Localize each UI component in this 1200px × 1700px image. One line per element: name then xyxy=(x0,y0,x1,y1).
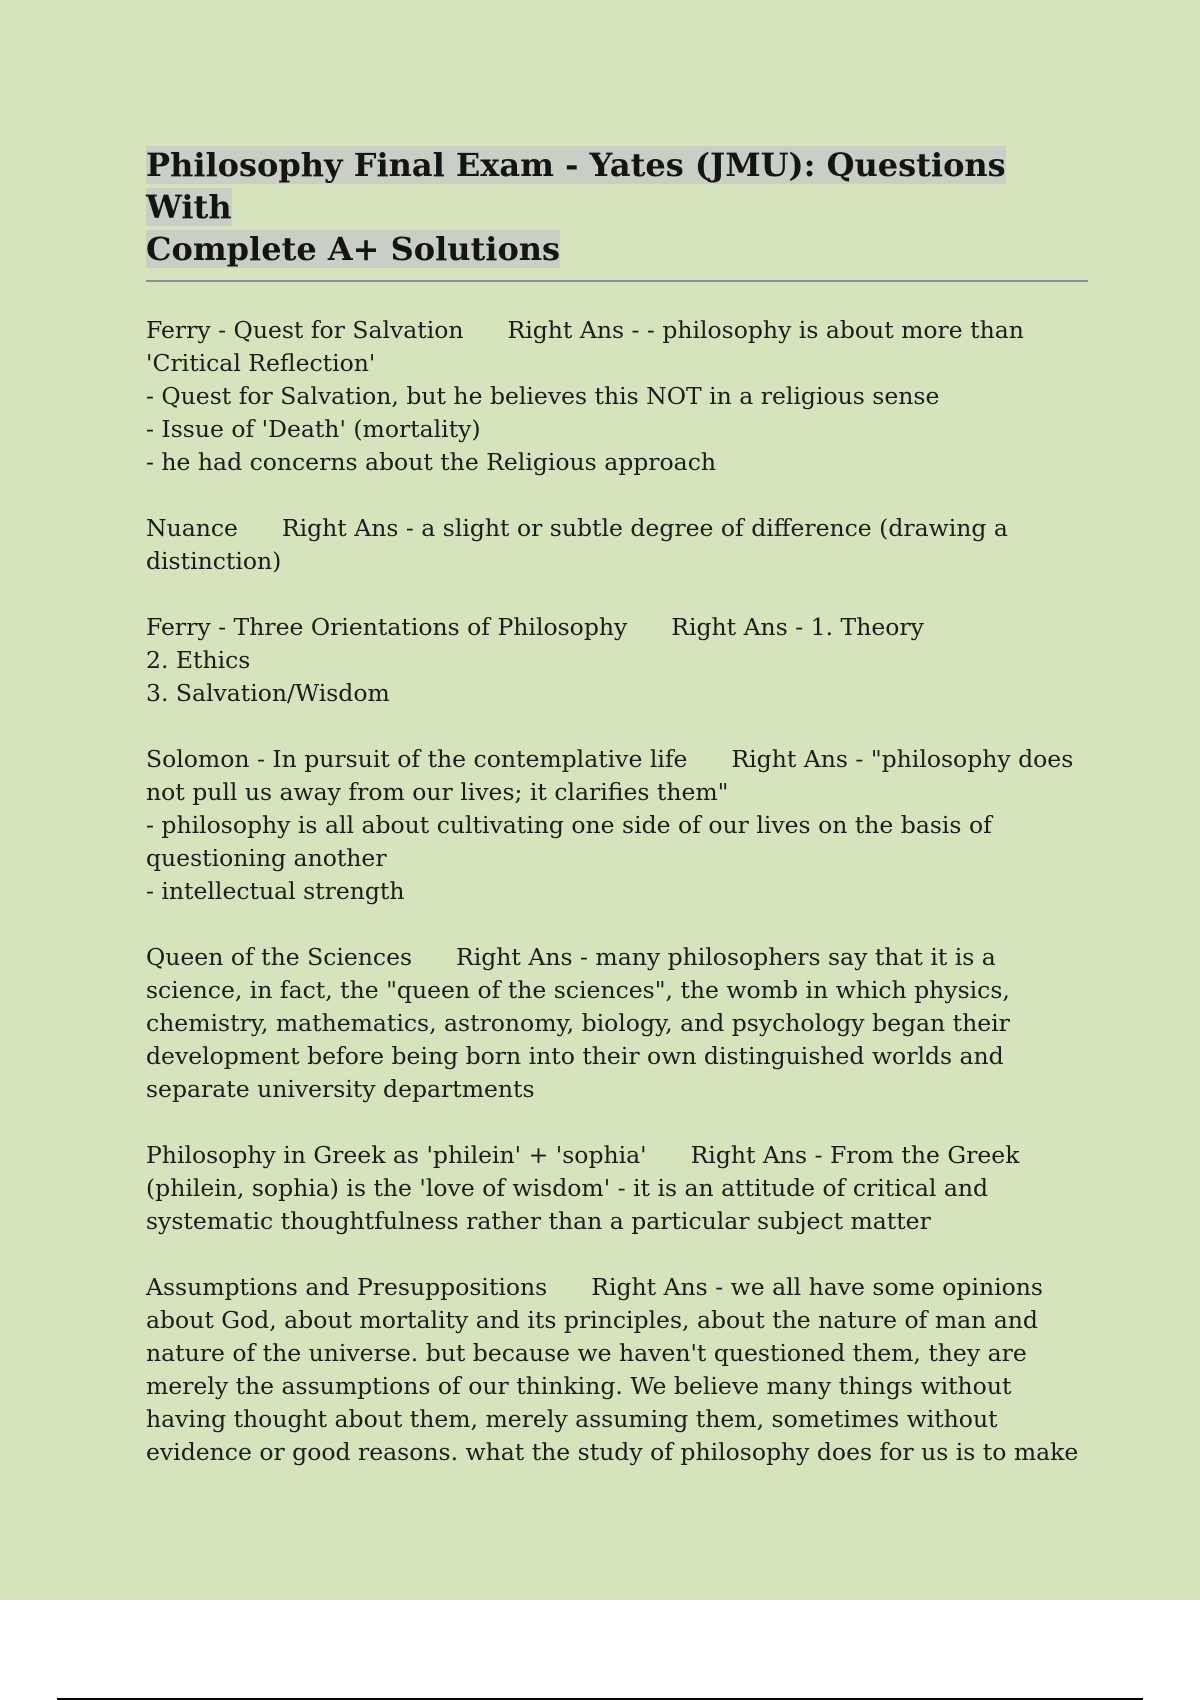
qa-answer-line: questioning another xyxy=(146,844,387,872)
qa-answer-line: 'Critical Reflection' xyxy=(146,349,376,377)
qa-answer-line: about God, about mortality and its principles, about the nature of man and xyxy=(146,1306,1038,1334)
qa-first-line xyxy=(146,743,1088,776)
qa-term: Ferry - Quest for Salvation xyxy=(146,316,464,344)
qa-answer-line: having thought about them, merely assuming them, sometimes without xyxy=(146,1405,998,1433)
qa-term: Philosophy in Greek as 'philein' + 'sophia' xyxy=(146,1141,647,1169)
qa-answer-start: - "philosophy does xyxy=(855,745,1074,773)
qa-answer-line: nature of the universe. but because we haven't questioned them, they are xyxy=(146,1339,1027,1367)
qa-term: Queen of the Sciences xyxy=(146,943,413,971)
answer-marker: Right Ans xyxy=(671,613,788,641)
qa-answer-line: distinction) xyxy=(146,547,282,575)
qa-first-line xyxy=(146,314,1088,347)
qa-answer-line: evidence or good reasons. what the study of philosophy does for us is to make xyxy=(146,1438,1079,1466)
qa-term: Assumptions and Presuppositions xyxy=(146,1273,548,1301)
qa-first-line xyxy=(146,941,1088,974)
document-title xyxy=(146,144,1088,270)
qa-answer-line: 3. Salvation/Wisdom xyxy=(146,679,390,707)
qa-answer-line: (philein, sophia) is the 'love of wisdom' - it is an attitude of critical and xyxy=(146,1174,989,1202)
qa-item xyxy=(146,1139,1088,1238)
qa-term: Ferry - Three Orientations of Philosophy xyxy=(146,613,628,641)
qa-answer-line: development before being born into their own distinguished worlds and xyxy=(146,1042,1004,1070)
qa-answer-start: - From the Greek xyxy=(814,1141,1020,1169)
qa-answer-start: - - philosophy is about more than xyxy=(631,316,1024,344)
qa-first-line xyxy=(146,1139,1088,1172)
qa-answer-line: - philosophy is all about cultivating one side of our lives on the basis of xyxy=(146,811,992,839)
qa-item xyxy=(146,1271,1088,1469)
qa-answer-line: systematic thoughtfulness rather than a particular subject matter xyxy=(146,1207,931,1235)
qa-item xyxy=(146,314,1088,479)
answer-marker: Right Ans xyxy=(281,514,399,542)
qa-answer-line: separate university departments xyxy=(146,1075,535,1103)
document-content xyxy=(146,144,1088,1502)
qa-first-line xyxy=(146,611,1088,644)
qa-item xyxy=(146,743,1088,908)
title-underline xyxy=(146,280,1088,282)
qa-answer-start: - a slight or subtle degree of difference (drawing a xyxy=(405,514,1008,542)
answer-marker: Right Ans xyxy=(507,316,625,344)
qa-term: Solomon - In pursuit of the contemplative life xyxy=(146,745,688,773)
qa-answer-start: - 1. Theory xyxy=(795,613,924,641)
qa-term: Nuance xyxy=(146,514,238,542)
qa-item xyxy=(146,611,1088,710)
answer-marker: Right Ans xyxy=(591,1273,708,1301)
qa-answer-start: - we all have some opinions xyxy=(715,1273,1043,1301)
qa-answer-line: - he had concerns about the Religious approach xyxy=(146,448,716,476)
qa-answer-line: merely the assumptions of our thinking. We believe many things without xyxy=(146,1372,1012,1400)
qa-list xyxy=(146,314,1088,1469)
qa-first-line xyxy=(146,1271,1088,1304)
qa-answer-start: - many philosophers say that it is a xyxy=(580,943,996,971)
answer-marker: Right Ans xyxy=(731,745,848,773)
qa-first-line xyxy=(146,512,1088,545)
qa-answer-line: science, in fact, the "queen of the sciences", the womb in which physics, xyxy=(146,976,1010,1004)
qa-answer-line: - Issue of 'Death' (mortality) xyxy=(146,415,481,443)
qa-answer-line: 2. Ethics xyxy=(146,646,251,674)
qa-item xyxy=(146,512,1088,578)
qa-answer-line: not pull us away from our lives; it clarifies them" xyxy=(146,778,729,806)
qa-item xyxy=(146,941,1088,1106)
answer-marker: Right Ans xyxy=(456,943,573,971)
qa-answer-line: chemistry, mathematics, astronomy, biology, and psychology began their xyxy=(146,1009,1010,1037)
qa-answer-line: - Quest for Salvation, but he believes this NOT in a religious sense xyxy=(146,382,940,410)
title-line-1: Philosophy Final Exam - Yates (JMU): Questions With xyxy=(146,146,1006,226)
title-line-2: Complete A+ Solutions xyxy=(146,230,561,268)
qa-answer-line: - intellectual strength xyxy=(146,877,405,905)
answer-marker: Right Ans xyxy=(690,1141,808,1169)
